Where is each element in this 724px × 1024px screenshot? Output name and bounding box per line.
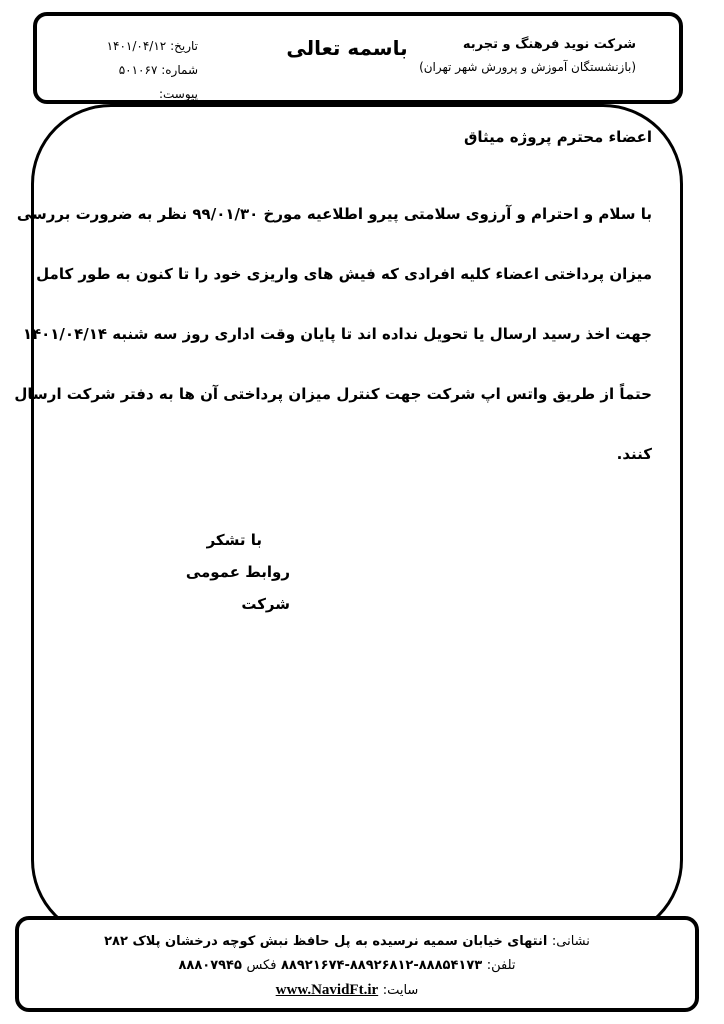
closing-text: با تشکر [206,531,262,549]
site-label: سایت: [382,983,419,998]
paragraph-line: با سلام و احترام و آرزوی سلامتی پیرو اطلاعیه مورخ ۹۹/۰۱/۳۰ نظر به ضرورت بررسی [16,205,652,223]
attachment-label: پیوست: [158,87,198,101]
letterhead-footer [15,916,699,1012]
phone-label: تلفن: [486,958,516,973]
footer-contact [37,930,657,1003]
company-name: شرکت نوید فرهنگ و تجربه [462,37,636,52]
paragraph-line: میزان پرداختی اعضاء کلیه افرادی که فیش های واریزی خود را تا کنون به طور کامل [36,265,652,283]
date-label: تاریخ: [170,39,198,53]
address-value: انتهای خیابان سمیه نرسیده به پل حافظ نبش کوچه درخشان پلاک ۲۸۲ [104,934,548,949]
paragraph-line: جهت اخذ رسید ارسال یا تحویل نداده اند تا پایان وقت اداری روز سه شنبه ۱۴۰۱/۰۴/۱۴ [22,325,652,343]
attachment-row [88,82,198,106]
date-row [88,34,198,58]
number-row [88,58,198,82]
fax-label: فکس [246,958,277,973]
letter-meta [88,34,198,106]
paragraph-line: کنند. [616,445,652,463]
paragraph-line: حتماً از طریق واتس اپ شرکت جهت کنترل میزان پرداختی آن ها به دفتر شرکت ارسال [14,385,652,403]
date-value: ۱۴۰۱/۰۴/۱۲ [106,39,167,53]
address-row [37,930,657,954]
recipient-line: اعضاء محترم پروژه میثاق [463,128,652,146]
phone-value: ۸۸۸۵۴۱۷۳-۸۸۹۲۶۸۱۲-۸۸۹۲۱۶۷۴ [280,958,483,973]
fax-value: ۸۸۸۰۷۹۴۵ [178,958,242,973]
company-subtitle: (بازنشستگان آموزش و پرورش شهر تهران) [419,60,636,74]
number-label: شماره: [161,63,198,77]
basmala-heading: باسمه تعالی [286,36,408,60]
site-row [37,978,657,1003]
address-label: نشانی: [551,934,590,949]
phone-row [37,954,657,978]
signature-text: روابط عمومی شرکت [185,563,290,613]
letter-paragraph [14,184,652,484]
signature-block [150,524,290,620]
website-link[interactable]: www.NavidFt.ir [275,982,379,998]
number-value: ۵۰۱۰۶۷ [118,63,158,77]
